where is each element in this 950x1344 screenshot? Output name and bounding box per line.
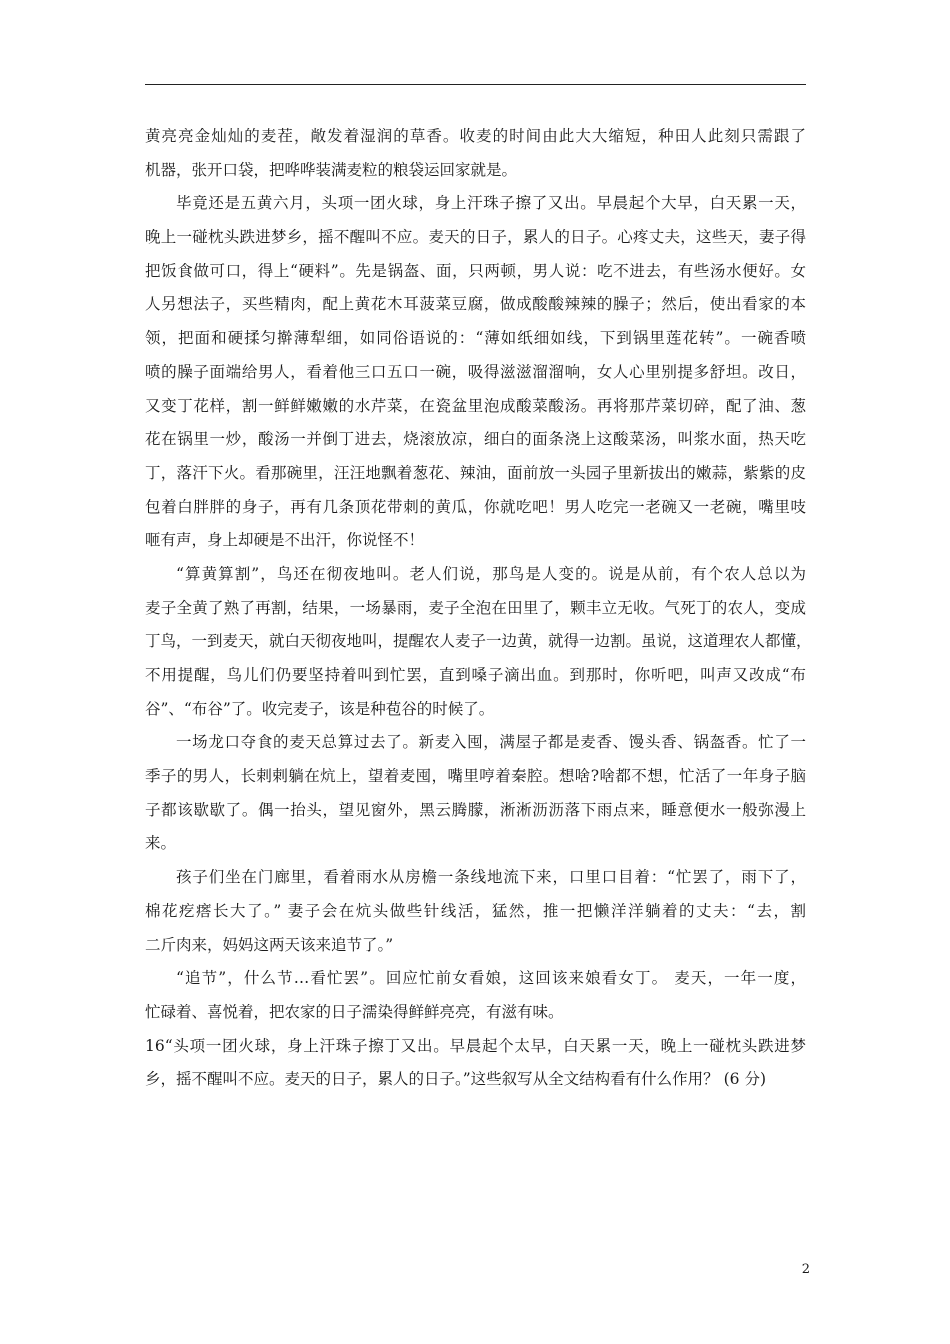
paragraph-start-line: 一场龙口夺食的麦天总算过去了。新麦入囤，满屋子都是麦香、馒头香、锅盔香。忙了一 xyxy=(176,733,806,752)
text-line: 来。 xyxy=(145,834,177,853)
text-line: 棉花疙瘩长大了。” 妻子会在炕头做些针线活，猛然，推一把懒洋洋躺着的丈夫：“去，割 xyxy=(145,901,806,920)
text-line: 不用提醒，鸟儿们仍要坚持着叫到忙罢，直到嗓子滴出血。到那时，你听吧，叫声又改成“布 xyxy=(145,666,806,684)
text-line: 子都该歇歇了。偶一抬头，望见窗外，黑云腾朦，淅淅沥沥落下雨点来，睡意便水一般弥漫上 xyxy=(145,800,806,819)
text-line: 人另想法子，买些精肉，配上黄花木耳菠菜豆腐，做成酸酸辣辣的臊子；然后，使出看家的本 xyxy=(145,295,806,314)
paragraph-start-line: “追节”，什么节…看忙罢”。回应忙前女看娘，这回该来娘看女丁。 麦天，一年一度， xyxy=(176,969,806,988)
text-line: 领，把面和硬揉匀擀薄犁细，如同俗语说的：“薄如纸细如线，下到锅里莲花转”。一碗香喷 xyxy=(145,329,806,348)
text-line: 咂有声，身上却硬是不出汗，你说怪不！ xyxy=(145,531,425,550)
paragraph-start-line: “算黄算割”，鸟还在彻夜地叫。老人们说，那鸟是人变的。说是从前，有个农人总以为 xyxy=(176,564,806,583)
text-line: 黄亮亮金灿灿的麦茬，敞发着湿润的草香。收麦的时间由此大大缩短，种田人此刻只需跟了 xyxy=(145,127,806,145)
text-line: 把饭食做可口，得上“硬料”。先是锅盔、面，只两顿，男人说：吃不进去，有些汤水便好。女 xyxy=(145,261,806,280)
text-line: 麦子全黄了熟了再割，结果，一场暴雨，麦子全泡在田里了，颗丰立无收。气死丁的农人，变成 xyxy=(145,598,806,617)
article-body xyxy=(145,120,812,1097)
text-line: 晚上一碰枕头跌进梦乡，摇不醒叫不应。麦天的日子，累人的日子。心疼丈夫，这些天，妻子得 xyxy=(145,228,806,247)
question-line: 乡，摇不醒叫不应。麦天的日子，累人的日子。”这些叙写从全文结构看有什么作用？ (6 分) xyxy=(145,1070,766,1089)
question-line: 16“头项一团火球，身上汗珠子擦丁又出。早晨起个太早，白天累一天，晚上一碰枕头跌进梦 xyxy=(145,1036,806,1055)
text-line: 又变丁花样，割一鲜鲜嫩嫩的水芹菜，在瓷盆里泡成酸菜酸汤。再将那芹菜切碎，配了油、葱 xyxy=(145,396,806,415)
text-line: 包着白胖胖的身子，再有几条顶花带刺的黄瓜，你就吃吧！男人吃完一老碗又一老碗，嘴里吱 xyxy=(145,497,806,516)
text-line: 季子的男人，长剌剌躺在炕上，望着麦囤，嘴里哼着秦腔。想啥?啥都不想，忙活了一年身子脑 xyxy=(145,767,806,786)
page-number: 2 xyxy=(801,1262,810,1277)
header-rule xyxy=(145,84,806,85)
text-line: 花在锅里一炒，酸汤一并倒丁进去，烧滚放凉，细白的面条浇上这酸菜汤，叫浆水面，热天吃 xyxy=(145,430,806,449)
text-line: 喷的臊子面端给男人，看着他三口五口一碗，吸得滋滋溜溜响，女人心里别提多舒坦。改日， xyxy=(145,362,806,381)
text-line: 机器，张开口袋，把哗哗装满麦粒的粮袋运回家就是。 xyxy=(145,160,518,179)
text-line: 丁鸟，一到麦天，就白天彻夜地叫，提醒农人麦子一边黄，就得一边割。虽说，这道理农人都懂， xyxy=(145,632,812,651)
text-line: 丁，落汗下火。看那碗里，汪汪地飘着葱花、辣油，面前放一头园子里新拔出的嫩蒜，紫紫的皮 xyxy=(145,463,806,482)
text-line: 忙碌着、喜悦着，把农家的日子濡染得鲜鲜亮亮，有滋有味。 xyxy=(145,1002,564,1021)
paragraph-start-line: 毕竟还是五黄六月，头项一团火球，身上汗珠子擦了又出。早晨起个大早，白天累一天， xyxy=(176,194,806,213)
text-line: 二斤肉来，妈妈这两天该来追节了。” xyxy=(145,935,394,954)
paragraph-start-line: 孩子们坐在门廊里，看着雨水从房檐一条线地流下来，口里口目着：“忙罢了，雨下了， xyxy=(176,868,806,887)
text-line: 谷”、“布谷”了。收完麦子，该是种苞谷的时候了。 xyxy=(145,699,495,718)
